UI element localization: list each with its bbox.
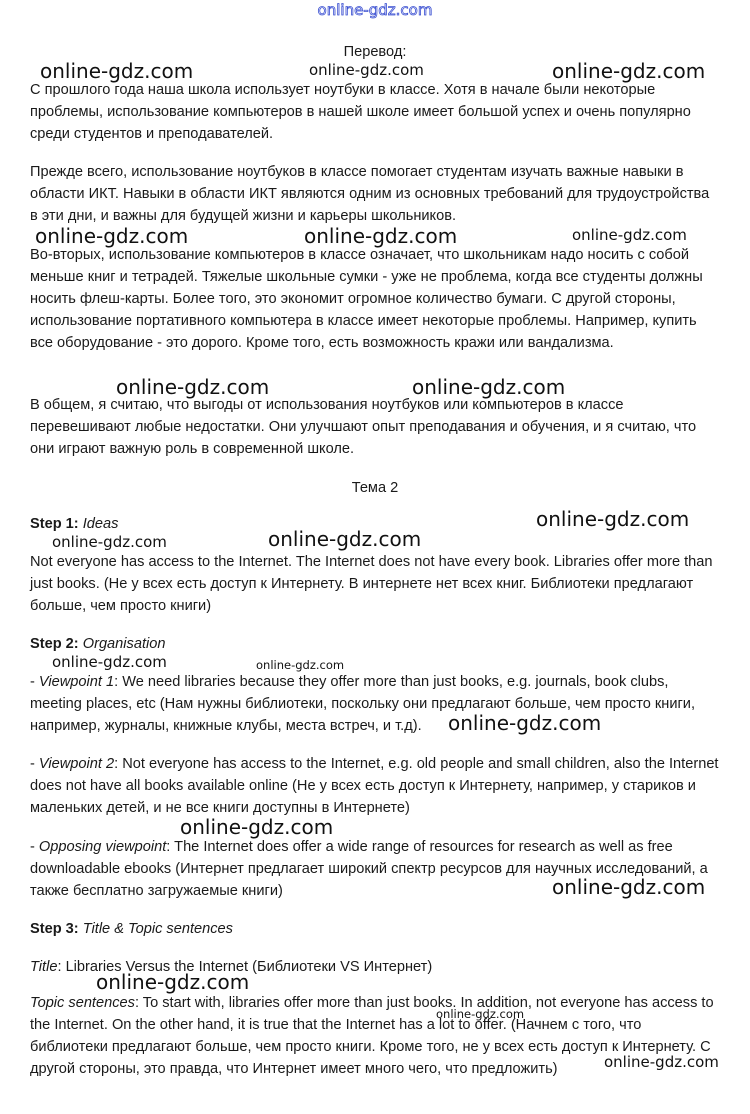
- watermark: online-gdz.com: [536, 507, 690, 531]
- watermark: online-gdz.com: [572, 226, 687, 244]
- viewpoint-2-label: Viewpoint 2: [38, 756, 115, 772]
- viewpoint-2-text: Not everyone has access to the Internet, e.g. old people and small children, also the Internet does not have all books available online (Не у всех есть доступ к Интернету, например, у стариков и маленьких детей, и не все книги доступны в Интернете): [30, 756, 719, 816]
- watermark: online-gdz.com: [412, 375, 566, 399]
- watermark: online-gdz.com: [256, 658, 345, 672]
- opposing-viewpoint-label: Opposing viewpoint: [38, 839, 167, 855]
- watermark-top: online-gdz.com: [317, 1, 433, 19]
- step-3-heading: Step 3: Title & Topic sentences: [30, 921, 233, 937]
- paragraph-3: Во-вторых, использование компьютеров в классе означает, что школьникам надо носить с собой меньше книг и тетрадей. Тяжелые школьные сумки - уже не проблема, когда все студенты должны носить флеш-карты. Более того, это экономит огромное количество бумаги. С другой стороны, использование портативного компьютера в классе имеет некоторые проблемы. Например, купить все оборудование - это дорого. Кроме того, есть возможность кражи или вандализма.: [30, 247, 703, 351]
- step-3-title-line: Title: Libraries Versus the Internet (Библиотеки VS Интернет): [30, 959, 433, 975]
- watermark: online-gdz.com: [436, 1007, 525, 1021]
- watermark: online-gdz.com: [309, 61, 424, 79]
- viewpoint-2: - Viewpoint 2: Not everyone has access to the Internet, e.g. old people and small children, also the Internet does not have all books available online (Не у всех есть доступ к Интернету, например, у стариков и маленьких детей, и не все книги доступны в Интернете): [30, 756, 719, 816]
- step-2-label: Step 2: [30, 636, 74, 652]
- watermark: online-gdz.com: [552, 59, 706, 83]
- watermark: online-gdz.com: [604, 1053, 719, 1071]
- step-2-title: Organisation: [82, 636, 166, 652]
- watermark: online-gdz.com: [52, 653, 167, 671]
- watermark: online-gdz.com: [448, 711, 602, 735]
- step-3-title: Title & Topic sentences: [82, 921, 233, 937]
- watermark: online-gdz.com: [552, 875, 706, 899]
- watermark: online-gdz.com: [116, 375, 270, 399]
- step-1-heading: Step 1: Ideas: [30, 516, 119, 532]
- topic-sentences-label: Topic sentences: [30, 995, 135, 1011]
- topic-sentences-text: To start with, libraries offer more than just books. In addition, not everyone has access to the Internet. On the other hand, it is true that the Internet has a lot to offer. (Начнем с того, что библиотеки предлагают больше, чем просто книги. Кроме того, не у всех есть доступ к Интернету. С другой стороны, это правда, что Интернет имеет много чего, что предложить): [30, 995, 714, 1077]
- title-label: Title: [30, 959, 58, 975]
- opposing-viewpoint-text: The Internet does offer a wide range of resources for research as well as free downloadable ebooks (Интернет предлагает широкий спектр ресурсов для научных исследований, а также бесплатно загружаемые книги): [30, 839, 708, 899]
- watermark: online-gdz.com: [35, 224, 189, 248]
- watermark: online-gdz.com: [40, 59, 194, 83]
- watermark: online-gdz.com: [96, 970, 250, 994]
- paragraph-4: В общем, я считаю, что выгоды от использования ноутбуков или компьютеров в классе перевешивают любые недостатки. Они улучшают опыт преподавания и обучения, и я считаю, что они играют важную роль в современной школе.: [30, 397, 697, 457]
- paragraph-1: С прошлого года наша школа использует ноутбуки в классе. Хотя в начале были некоторые проблемы, использование компьютеров в нашей школе имеет большой успех и очень популярно среди студентов и преподавателей.: [30, 82, 691, 142]
- step-1-text: Not everyone has access to the Internet. The Internet does not have every book. Libraries offer more than just books. (Не у всех есть доступ к Интернету. В интернете нет всех книг. Библиотеки предлагают больше, чем просто книги): [30, 554, 713, 614]
- viewpoint-1-label: Viewpoint 1: [38, 674, 115, 690]
- topic-sentences: Topic sentences: To start with, libraries offer more than just books. In addition, not everyone has access to the Internet. On the other hand, it is true that the Internet has a lot to offer. (Начнем с того, что библиотеки предлагают больше, чем просто книги. Кроме того, не у всех есть доступ к Интернету. С другой стороны, это правда, что Интернет имеет много чего, что предложить): [30, 995, 714, 1077]
- viewpoint-1-text: We need libraries because they offer more than just books, e.g. journals, book clubs, meeting places, etc (Нам нужны библиотеки, поскольку они предлагают больше, чем просто книги, например, журналы, книжные клубы, места встреч, и т.д).: [30, 674, 696, 734]
- theme-heading: Тема 2: [351, 480, 399, 496]
- step-2-heading: Step 2: Organisation: [30, 636, 166, 652]
- step-1-label: Step 1: [30, 516, 74, 532]
- viewpoint-1: - Viewpoint 1: We need libraries because they offer more than just books, e.g. journals, book clubs, meeting places, etc (Нам нужны библиотеки, поскольку они предлагают больше, чем просто книги, например, журналы, книжные клубы, места встреч, и т.д).: [30, 674, 696, 734]
- opposing-viewpoint: - Opposing viewpoint: The Internet does offer a wide range of resources for research as well as free downloadable ebooks (Интернет предлагает широкий спектр ресурсов для научных исследований, а также бесплатно загружаемые книги): [30, 839, 708, 899]
- watermark: online-gdz.com: [268, 527, 422, 551]
- paragraph-2: Прежде всего, использование ноутбуков в классе помогает студентам изучать важные навыки в области ИКТ. Навыки в области ИКТ являются одним из основных требований для трудоустройства в эти дни, и важны для будущей жизни и карьеры школьников.: [30, 164, 710, 224]
- translation-heading: Перевод:: [343, 44, 407, 60]
- watermark: online-gdz.com: [52, 533, 167, 551]
- title-text: Libraries Versus the Internet (Библиотеки VS Интернет): [65, 959, 433, 975]
- watermark: online-gdz.com: [180, 815, 334, 839]
- watermark: online-gdz.com: [304, 224, 458, 248]
- step-1-title: Ideas: [82, 516, 119, 532]
- step-3-label: Step 3: [30, 921, 74, 937]
